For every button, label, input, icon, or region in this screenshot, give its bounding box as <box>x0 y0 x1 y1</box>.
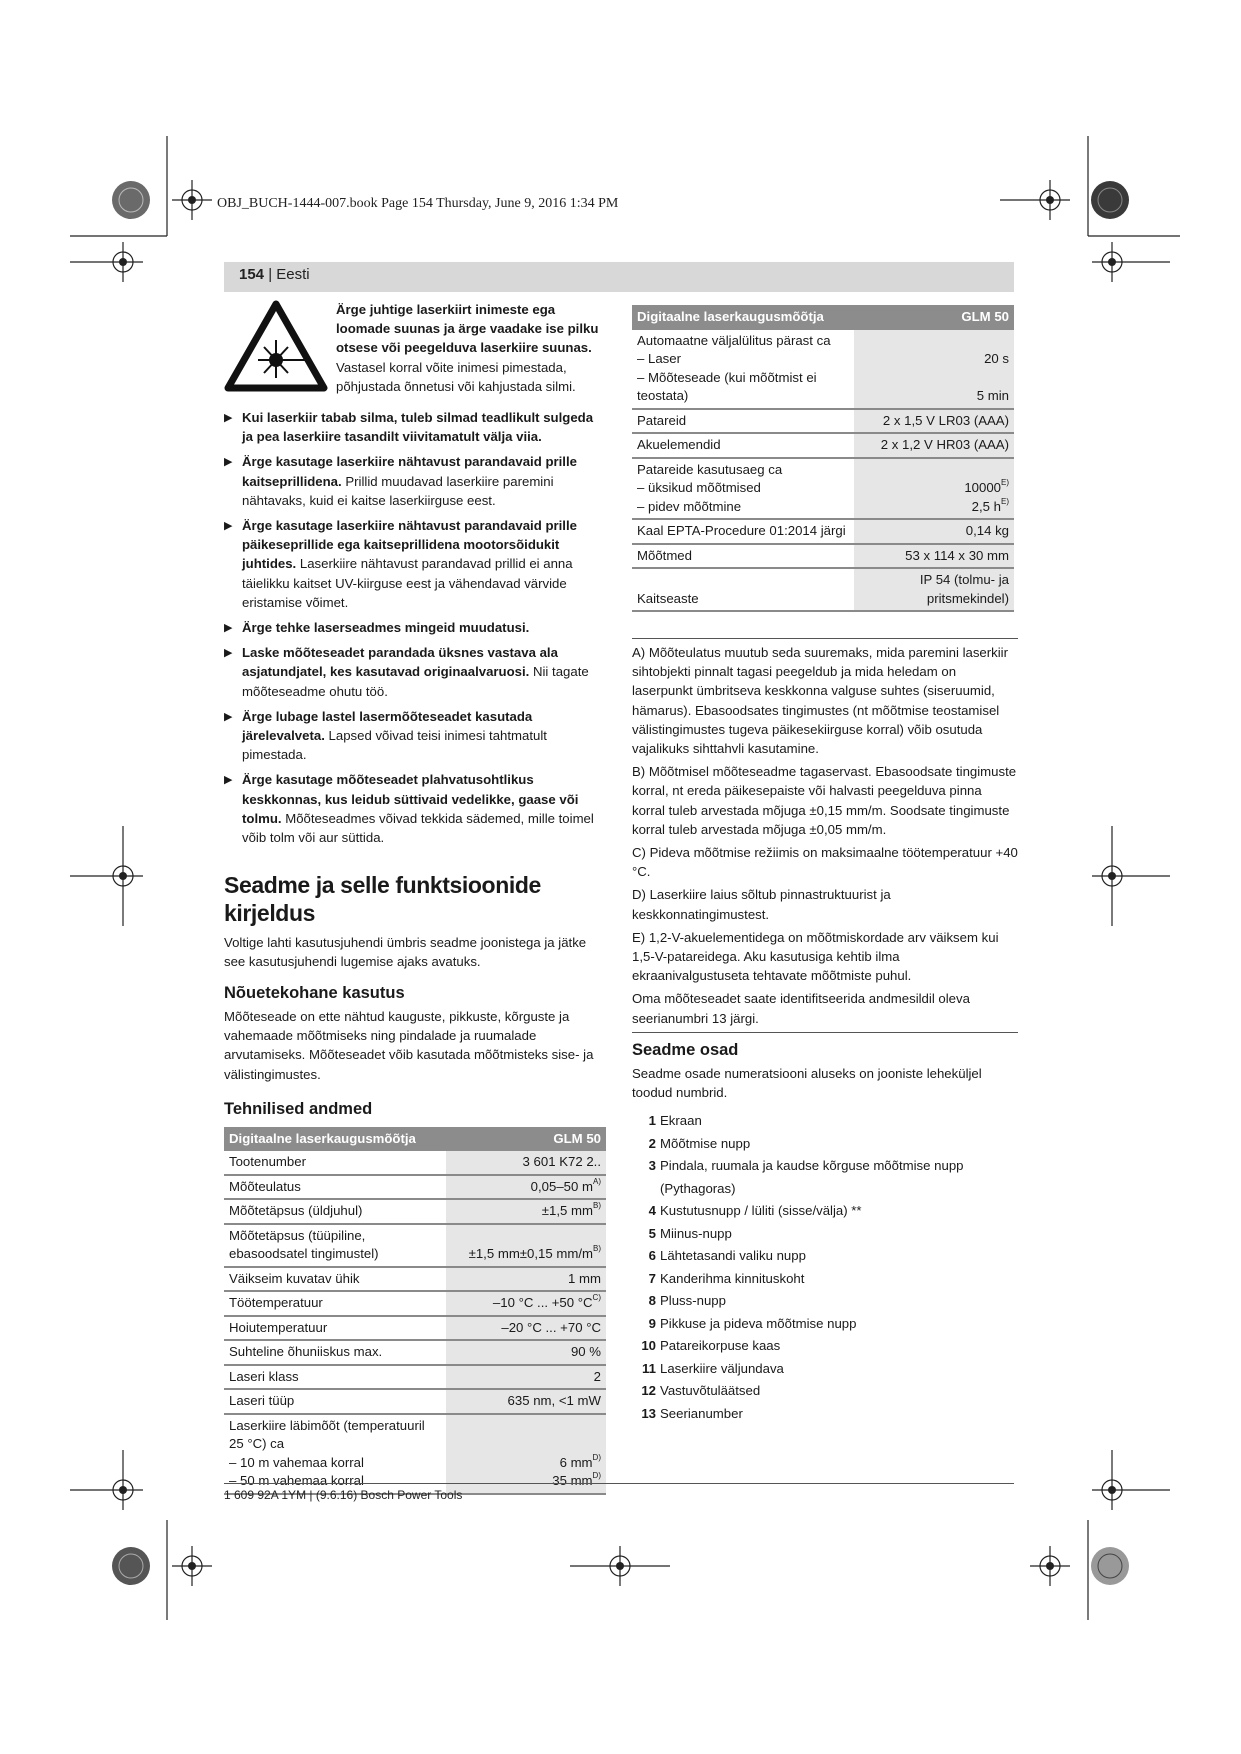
spec-value: 6 mm <box>559 1454 593 1470</box>
spec-row <box>224 1151 606 1175</box>
page-header <box>239 266 310 283</box>
bullet-bold: Ärge lubage lastel lasermõõteseadet kasutada järelevalveta. <box>242 708 533 744</box>
footnote-ref: B) <box>593 1201 601 1211</box>
warning-bold: Ärge juhtige laserkiirt inimeste ega loomade suunas ja ärge vaadake ise pilku otsese või peegelduva laserkiire suunas. <box>336 302 599 356</box>
footnote-ref: E) <box>1001 496 1009 506</box>
part-item <box>632 1380 1018 1403</box>
part-item <box>632 1155 1018 1200</box>
part-label: Vastuvõtuläätsed <box>660 1383 761 1399</box>
part-label: Kanderihma kinnituskoht <box>660 1270 805 1286</box>
spec-row <box>224 1389 606 1414</box>
part-number: 4 <box>648 1203 656 1219</box>
spec-value-cell <box>446 1389 606 1414</box>
spec-row <box>224 1316 606 1341</box>
bullet-arrow-icon: ▶ <box>224 647 233 660</box>
part-item <box>632 1290 1018 1313</box>
spec-label-cell <box>224 1414 446 1494</box>
spec-label: Laseri tüüp <box>224 1389 446 1414</box>
spec-row <box>224 1199 606 1224</box>
spec-row-beam-diameter <box>224 1414 606 1494</box>
footnote-ref: B) <box>593 1244 601 1254</box>
spec-head-label: Digitaalne laserkaugusmõõtja <box>224 1127 446 1152</box>
part-item <box>632 1223 1018 1246</box>
part-item <box>632 1403 1018 1426</box>
bullet-bold: Ärge tehke laserseadmes mingeid muudatusi. <box>242 620 530 636</box>
footnote: B) Mõõtmisel mõõteseadme tagaservast. Ebasoodsate tingimuste korral, nt ereda päikesepaiste või halvasti peegelduva pinna korral tuleb arvestada mõjuga ±0,15 mm/m. Soodsate tingimuste korral tuleb arvestada mõjuga ±0,05 mm/m. <box>632 764 1017 837</box>
spec-row <box>224 1340 606 1365</box>
spec-value: 20 s <box>984 351 1009 366</box>
safety-bullet <box>224 618 604 637</box>
spec-label: Väikseim kuvatav ühik <box>224 1267 446 1292</box>
page-header-bar <box>224 262 1014 292</box>
footnote: Oma mõõteseadet saate identifitseerida andmesildil oleva seerianumbri 13 järgi. <box>632 991 970 1026</box>
spec-value-cell <box>446 1365 606 1390</box>
footnote: D) Laserkiire laius sõltub pinnastruktuurist ja keskkonnatingimustest. <box>632 887 891 922</box>
spec-label: Automaatne väljalülitus pärast ca <box>637 332 831 348</box>
part-label: Pindala, ruumala ja kaudse kõrguse mõõtmise nupp (Pythagoras) <box>660 1158 964 1196</box>
part-number: 9 <box>648 1315 656 1331</box>
part-label: Laserkiire väljundava <box>660 1360 784 1376</box>
bullet-text: Mõõteseadmes võivad tekkida sädemed, mille toimel võib tolm või aur süttida. <box>242 810 594 846</box>
notes-divider <box>632 638 1018 639</box>
spec-label: Patareide kasutusaeg ca <box>637 461 783 477</box>
part-number: 10 <box>641 1338 656 1354</box>
part-label: Kustutusnupp / lüliti (sisse/välja) ** <box>660 1203 862 1219</box>
spec-row-auto-off <box>632 330 1014 409</box>
spec-head-label: Digitaalne laserkaugusmõõtja <box>632 305 854 330</box>
spec-value: 10000 <box>964 480 1001 495</box>
spec-value: 5 min <box>976 388 1009 403</box>
spec-value: 2 x 1,2 V HR03 (AAA) <box>854 433 1014 458</box>
spec-sublabel: – pidev mõõtmine <box>637 498 742 514</box>
spec-label: Hoiutemperatuur <box>224 1316 446 1341</box>
part-number: 3 <box>648 1158 656 1174</box>
spec-value-cell <box>446 1151 606 1175</box>
parts-list <box>632 1110 1018 1425</box>
spec-value: 35 mm <box>552 1473 593 1489</box>
spec-sublabel: – üksikud mõõtmised <box>637 480 761 495</box>
tech-title: Tehnilised andmed <box>224 1099 373 1118</box>
footnote-ref: D) <box>592 1471 601 1481</box>
spec-value: 0,14 kg <box>854 519 1014 544</box>
spec-value: 2,5 h <box>971 498 1001 514</box>
section-title: Seadme ja selle funktsioonide kirjeldus <box>224 872 541 927</box>
warning-text: Vastasel korral võite inimesi pimestada, põhjustada õnnetusi või kahjustada silmi. <box>336 359 576 394</box>
footnote-ref: E) <box>1001 478 1009 487</box>
spec-value: ±1,5 mm <box>541 1203 593 1219</box>
part-number: 12 <box>641 1383 656 1399</box>
part-number: 6 <box>648 1248 656 1264</box>
safety-bullet <box>224 643 604 701</box>
spec-label: Laserkiire läbimõõt (temperatuuril 25 °C) ca <box>229 1417 425 1452</box>
part-number: 13 <box>641 1405 656 1421</box>
spec-value: 2 x 1,5 V LR03 (AAA) <box>854 409 1014 434</box>
bullet-text: Laserkiire nähtavust parandavad prillid ei anna täielikku kaitset UV-kiirguse eest ja vähendavad värvide eristamise võimet. <box>242 556 573 610</box>
footnote: E) 1,2-V-akuelementidega on mõõtmiskordade arv väiksem kui 1,5-V-patareidega. Aku kasutusiga kehtib ilma ekraanivalgustuseta tehtavate mõõtmiste puhul. <box>632 929 999 984</box>
spec-row <box>224 1365 606 1390</box>
spec-table-left <box>224 1127 606 1495</box>
spec-label: Mõõteulatus <box>224 1175 446 1200</box>
spec-sublabel: – 10 m vahemaa korral <box>229 1454 364 1470</box>
spec-value: 1 mm <box>568 1270 601 1286</box>
bullet-bold: Kui laserkiir tabab silma, tuleb silmad teadlikult sulgeda ja pea laserkiire tasandilt viivitamatult välja viia. <box>242 410 594 445</box>
spec-row <box>632 519 1014 544</box>
spec-value-cell <box>446 1340 606 1365</box>
spec-label: Akuelemendid <box>632 433 854 458</box>
spec-value: 635 nm, <1 mW <box>507 1393 601 1409</box>
part-label: Patareikorpuse kaas <box>660 1338 781 1354</box>
spec-value-cell <box>446 1414 606 1494</box>
spec-value: 90 % <box>570 1344 601 1360</box>
book-info-line: OBJ_BUCH-1444-007.book Page 154 Thursday, June 9, 2016 1:34 PM <box>217 196 619 211</box>
part-item <box>632 1245 1018 1268</box>
bullet-text: Prillid muudavad laserkiire paremini nähtavaks, kuid ei kaitse laserkiirguse eest. <box>242 473 554 508</box>
part-number: 1 <box>648 1113 656 1129</box>
footnote-ref: D) <box>592 1452 601 1462</box>
part-number: 8 <box>648 1293 656 1309</box>
part-label: Lähtetasandi valiku nupp <box>660 1248 806 1264</box>
part-item <box>632 1268 1018 1291</box>
notes-divider <box>632 1032 1018 1033</box>
spec-row <box>224 1267 606 1292</box>
safety-bullet <box>224 452 604 510</box>
part-item <box>632 1358 1018 1381</box>
part-label: Mõõtmise nupp <box>660 1135 751 1151</box>
part-item <box>632 1133 1018 1156</box>
bullet-bold: Ärge kasutage laserkiire nähtavust parandavaid prille päikeseprillide ega kaitseprillidena mootorsõidukit juhtides. <box>242 518 577 572</box>
part-label: Miinus-nupp <box>660 1225 732 1241</box>
spec-value-line <box>451 1454 601 1473</box>
spec-value: 3 601 K72 2.. <box>522 1154 601 1170</box>
parts-title: Seadme osad <box>632 1040 739 1059</box>
spec-label: Mõõtetäpsus (tüüpiline, ebasoodsatel tingimustel) <box>224 1224 446 1267</box>
part-item <box>632 1335 1018 1358</box>
part-item <box>632 1110 1018 1133</box>
spec-row <box>632 544 1014 569</box>
spec-label: Mõõtetäpsus (üldjuhul) <box>224 1199 446 1224</box>
right-column <box>632 305 1018 1425</box>
spec-label: Töötemperatuur <box>224 1291 446 1316</box>
use-title: Nõuetekohane kasutus <box>224 983 405 1002</box>
footer-rule <box>224 1483 1014 1484</box>
footnote-ref: A) <box>593 1176 601 1186</box>
spec-sublabel: – 50 m vahemaa korral <box>229 1473 364 1489</box>
bullet-arrow-icon: ▶ <box>224 412 233 425</box>
page-footer: 1 609 92A 1YM | (9.6.16) Bosch Power Tools <box>224 1488 463 1502</box>
spec-value: –10 °C ... +50 °C <box>492 1295 593 1311</box>
spec-sublabel: – Mõõteseade (kui mõõtmist ei teostata) <box>637 369 817 403</box>
spec-head-model: GLM 50 <box>446 1127 606 1152</box>
safety-bullet <box>224 408 604 446</box>
spec-value: 0,05–50 m <box>530 1178 593 1194</box>
parts-intro: Seadme osade numeratsiooni aluseks on jooniste leheküljel toodud numbrid. <box>632 1066 982 1101</box>
laser-warning-text <box>336 300 604 396</box>
spec-value-cell <box>446 1267 606 1292</box>
spec-row <box>632 568 1014 611</box>
part-label: Ekraan <box>660 1113 702 1129</box>
footnote: A) Mõõteulatus muutub seda suuremaks, mida paremini laserkiir sihtobjekti pinnalt tagasi peegeldub ja mida heledam on laserpunkt ümbritseva keskkonna valguse suhtes (siseruumid, hämarus). Ebasoodsates tingimustes (nt mõõtmise teostamisel välistingimustes tugeva päikesekiirguse korral) võib osutuda vajalikuks sihttahvli kasutamine. <box>632 645 1009 757</box>
bullet-arrow-icon: ▶ <box>224 622 233 635</box>
spec-row <box>632 409 1014 434</box>
spec-value-cell <box>446 1175 606 1200</box>
spec-value: 2 <box>593 1368 601 1384</box>
part-number: 5 <box>648 1225 656 1241</box>
part-number: 7 <box>648 1270 656 1286</box>
spec-table-header <box>224 1127 606 1152</box>
spec-value-cell <box>446 1291 606 1316</box>
spec-label: Laseri klass <box>224 1365 446 1390</box>
bullet-arrow-icon: ▶ <box>224 774 233 787</box>
part-label: Pluss-nupp <box>660 1293 726 1309</box>
spec-row-battery-life <box>632 458 1014 520</box>
part-label: Pikkuse ja pideva mõõtmise nupp <box>660 1315 857 1331</box>
spec-table-header <box>632 305 1014 330</box>
spec-label: Patareid <box>632 409 854 434</box>
spec-label: Suhteline õhuniiskus max. <box>224 1340 446 1365</box>
section-intro: Voltige lahti kasutusjuhendi ümbris seadme joonistega ja jätke see kasutusjuhendi lugemise ajaks avatuks. <box>224 935 587 970</box>
spec-label: Mõõtmed <box>632 544 854 569</box>
spec-label: Kaal EPTA-Procedure 01:2014 järgi <box>632 519 854 544</box>
part-item <box>632 1313 1018 1336</box>
bullet-arrow-icon: ▶ <box>224 456 233 469</box>
safety-bullet <box>224 516 604 612</box>
bullet-text: Nii tagate mõõteseadme ohutu töö. <box>242 664 589 699</box>
part-number: 11 <box>642 1360 656 1376</box>
spec-value-cell <box>446 1316 606 1341</box>
spec-row <box>224 1224 606 1267</box>
spec-row <box>224 1175 606 1200</box>
part-number: 2 <box>648 1135 656 1151</box>
bullet-text: Lapsed võivad teisi inimesi tahtmatult pimestada. <box>242 728 547 763</box>
bullet-bold: Ärge kasutage laserkiire nähtavust parandavaid prille kaitseprillidena. <box>242 454 577 489</box>
bullet-bold: Ärge kasutage mõõteseadet plahvatusohtlikus keskkonnas, kus leidub süttivaid vedelikke, gaase või tolmu. <box>242 772 579 826</box>
safety-bullets <box>224 408 604 847</box>
header-language: | Eesti <box>264 266 310 283</box>
spec-value: IP 54 (tolmu- ja pritsmekindel) <box>854 568 1014 611</box>
spec-value: 53 x 114 x 30 mm <box>854 544 1014 569</box>
bullet-arrow-icon: ▶ <box>224 710 233 723</box>
spec-value: ±1,5 mm±0,15 mm/m <box>468 1246 593 1262</box>
spec-sublabel: – Laser <box>637 351 681 366</box>
spec-label: Tootenumber <box>224 1151 446 1175</box>
spec-row <box>632 433 1014 458</box>
footnotes <box>632 643 1018 1028</box>
part-item <box>632 1200 1018 1223</box>
spec-value-cell <box>446 1224 606 1267</box>
spec-table-right <box>632 305 1014 612</box>
bullet-bold: Laske mõõteseadet parandada üksnes vastava ala asjatundjatel, kes kasutavad originaalvaruosi. <box>242 645 558 680</box>
safety-bullet <box>224 770 604 847</box>
safety-bullet <box>224 707 604 765</box>
spec-head-model: GLM 50 <box>854 305 1014 330</box>
use-text: Mõõteseade on ette nähtud kauguste, pikkuste, kõrguste ja vahemaade mõõtmiseks ning pindalade ja ruumalade arvutamiseks. Mõõteseadet võib kasutada mõõtmisteks sise- ja välistingimustes. <box>224 1008 594 1082</box>
spec-value: –20 °C ... +70 °C <box>501 1319 601 1335</box>
page-number: 154 <box>239 266 265 283</box>
left-column <box>224 300 604 1495</box>
spec-value-cell <box>446 1199 606 1224</box>
spec-label: Kaitseaste <box>632 568 854 611</box>
spec-row <box>224 1291 606 1316</box>
footnote: C) Pideva mõõtmise režiimis on maksimaalne töötemperatuur +40 °C. <box>632 845 1018 880</box>
part-label: Seerianumber <box>660 1405 743 1421</box>
spec-value-line <box>451 1472 601 1491</box>
bullet-arrow-icon: ▶ <box>224 520 233 533</box>
footnote-ref: C) <box>592 1293 601 1303</box>
